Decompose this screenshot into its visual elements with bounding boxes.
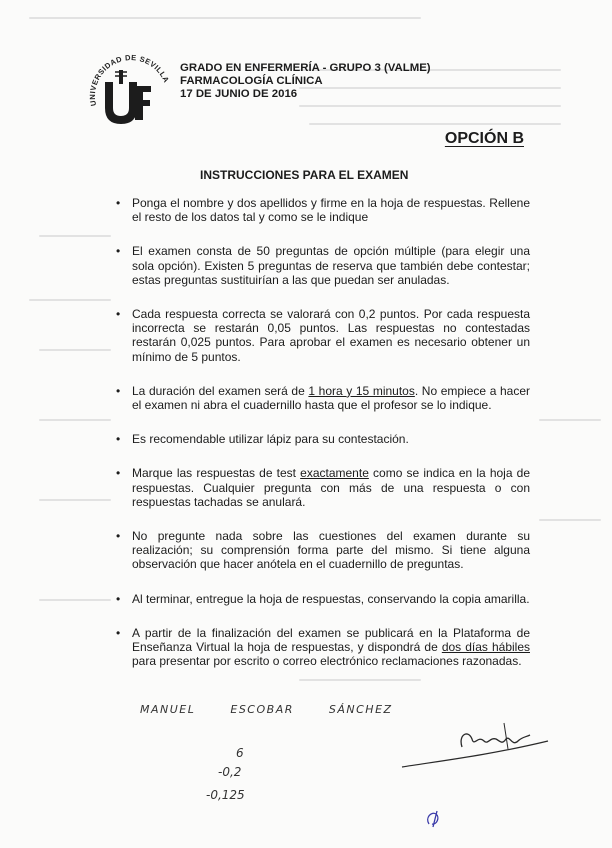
instruction-item: • Cada respuesta correcta se valorará con 0,2 puntos. Por cada respuesta incorrecta se restarán 0,05 puntos. Las respuestas no contestadas restarán 0,025 puntos. Para aprobar el examen es necesario obtener un mínimo de 5 puntos. bbox=[116, 307, 530, 364]
subject-title: FARMACOLOGÍA CLÍNICA bbox=[180, 75, 323, 88]
instructions-list bbox=[116, 196, 530, 668]
handwritten-score-total: 6 bbox=[236, 746, 244, 760]
handwritten-first-name: MANUEL bbox=[140, 703, 196, 716]
instruction-item: • A partir de la finalización del examen se publicará en la Plataforma de Enseñanza Virtual la hoja de respuestas, y dispondrá de dos días hábiles para presentar por escrito o correo electrónico reclamaciones razonadas. bbox=[116, 626, 530, 669]
exactly-highlight: exactamente bbox=[300, 466, 369, 481]
svg-text:UNIVERSIDAD DE SEVILLA: UNIVERSIDAD DE SEVILLA bbox=[87, 53, 172, 107]
days-highlight: dos días hábiles bbox=[441, 640, 530, 655]
handwritten-name bbox=[140, 703, 423, 716]
instruction-item: • Marque las respuestas de test exactamente como se indica en la hoja de respuestas. Cualquier pregunta con más de una respuesta o con respuestas tachadas se anulará. bbox=[116, 466, 530, 509]
university-seal-icon bbox=[85, 50, 175, 130]
instruction-item: • La duración del examen será de 1 hora y 15 minutos. No empiece a hacer el examen ni abra el cuadernillo hasta que el profesor se lo indique. bbox=[116, 384, 530, 412]
instruction-item: • Es recomendable utilizar lápiz para su contestación. bbox=[116, 432, 530, 446]
signature-scribble bbox=[400, 715, 550, 775]
instruction-item: • Al terminar, entregue la hoja de respuestas, conservando la copia amarilla. bbox=[116, 592, 530, 606]
instructions-title: INSTRUCCIONES PARA EL EXAMEN bbox=[200, 168, 409, 182]
handwritten-score-deduction-2: -0,125 bbox=[206, 788, 245, 802]
instruction-item: • No pregunte nada sobre las cuestiones del examen durante su realización; su comprensión forma parte del mismo. Si tiene alguna observación que hacer anótela en el cuadernillo de preguntas. bbox=[116, 529, 530, 572]
reviewer-mark-icon bbox=[423, 808, 445, 830]
handwritten-score-deduction-1: -0,2 bbox=[218, 765, 242, 779]
instruction-item: • El examen consta de 50 preguntas de opción múltiple (para elegir una sola opción). Existen 5 preguntas de reserva que también debe contestar; estas preguntas sustituirían a las que puedan ser anuladas. bbox=[116, 244, 530, 287]
exam-header bbox=[180, 62, 431, 102]
handwritten-surname-2: SÁNCHEZ bbox=[328, 703, 393, 716]
handwritten-surname-1: ESCOBAR bbox=[230, 703, 294, 716]
course-title: GRADO EN ENFERMERÍA - GRUPO 3 (VALME) bbox=[180, 62, 431, 74]
instruction-item: • Ponga el nombre y dos apellidos y firme en la hoja de respuestas. Rellene el resto de los datos tal y como se le indique bbox=[116, 196, 530, 224]
exam-date: 17 DE JUNIO DE 2016 bbox=[180, 88, 298, 101]
exam-option: OPCIÓN B bbox=[444, 130, 524, 147]
duration-highlight: 1 hora y 15 minutos bbox=[308, 383, 415, 398]
